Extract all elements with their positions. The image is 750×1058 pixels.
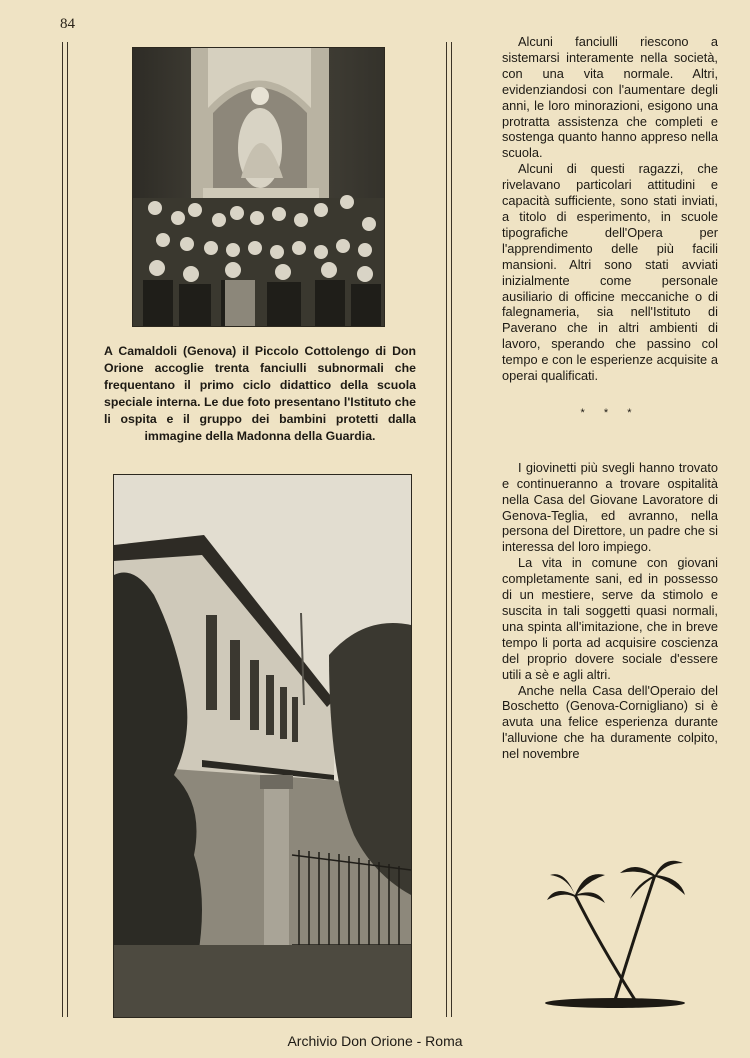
photo-caption: A Camaldoli (Genova) il Piccolo Cottolengo di Don Orione accoglie trenta fanciulli subnormali che frequentano il primo ciclo didattico della scuola speciale interna. Le due foto presentano l'Istituto che li ospita e il gruppo dei bambini protetti dalla immagine della Madonna della Guardia. — [104, 344, 416, 443]
building-photo — [113, 474, 412, 1018]
middle-rule — [446, 42, 447, 1017]
group-photo-image — [133, 48, 384, 326]
archive-footer: Archivio Don Orione - Roma — [287, 1033, 463, 1049]
paragraph: Alcuni di questi ragazzi, che rivelavano particolari attitudini e capacità sufficiente, sono stati inviati, a titolo di esperimento, in scuole tipografiche dell'Opera per l'apprendimento delle più facili mansioni. Altri sono stati avviati inizialmente come personale ausiliario di officine meccaniche o di falegnameria, sia nell'Istituto di Paverano che in altri ambienti di lavoro, sperando che passino col tempo e con le esperienze acquisite a operai qualificati. — [502, 161, 718, 384]
building-photo-image — [114, 475, 411, 1017]
section-separator: * * * — [580, 406, 640, 419]
left-rule — [62, 42, 63, 1017]
palm-trees-icon — [545, 855, 690, 1010]
paragraph: Alcuni fanciulli riescono a sistemarsi interamente nella società, con una vita normale. Altri, evidenziandosi con l'aumentare degli anni, le loro minorazioni, esigono una protratta assistenza che completi e sostenga quanto hanno appreso nella scuola. — [502, 34, 718, 161]
paragraph: Anche nella Casa dell'Operaio del Boschetto (Genova-Cornigliano) si è avuta una felice esperienza durante l'alluvione che ha duramente colpito, nel novembre — [502, 682, 718, 762]
page-number: 84 — [60, 16, 75, 32]
article-body — [502, 34, 718, 762]
middle-rule-inner — [451, 42, 452, 1017]
paragraph: La vita in comune con giovani completamente sani, ed in possesso di un mestiere, serve da stimolo e suscita in tali soggetti quasi normali, una spinta all'imitazione, che in breve tempo li porta ad acquisire coscienza del proprio dovere sociale d'essere utili a sè e agli altri. — [502, 555, 718, 682]
group-photo — [132, 47, 385, 327]
paragraph: I giovinetti più svegli hanno trovato e continueranno a trovare ospitalità nella Casa del Giovane Lavoratore di Genova-Teglia, ed avranno, nella persona del Direttore, un padre che si interessa del loro impiego. — [502, 459, 718, 555]
left-rule-inner — [67, 42, 68, 1017]
